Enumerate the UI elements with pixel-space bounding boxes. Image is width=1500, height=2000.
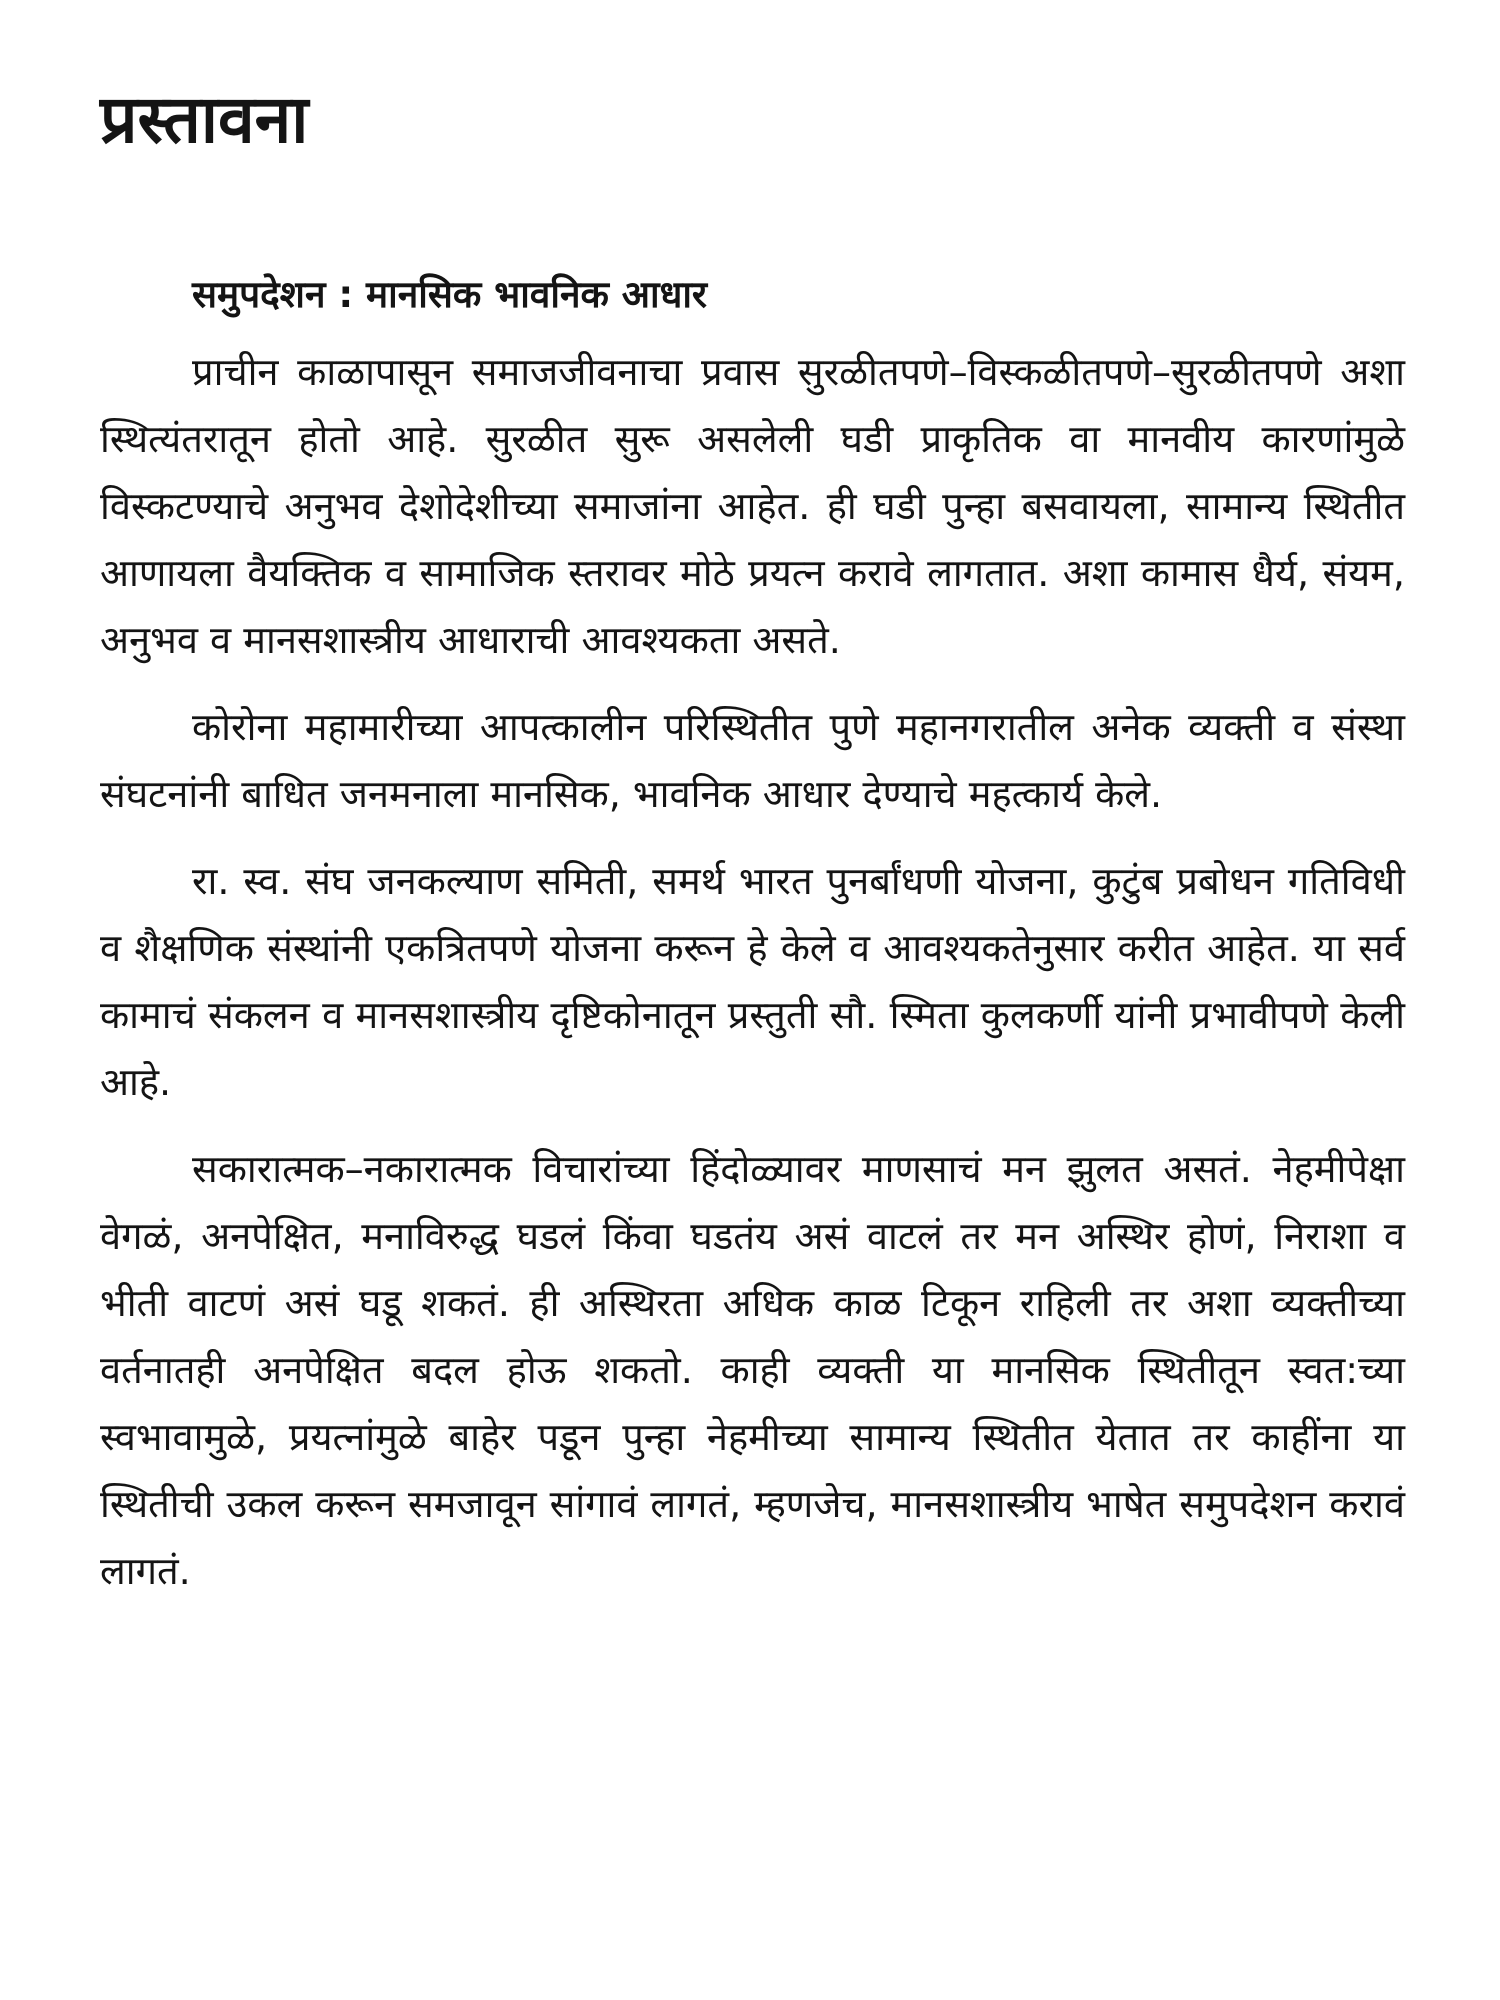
section-heading: समुपदेशन : मानसिक भावनिक आधार — [192, 273, 708, 317]
paragraph-4: सकारात्मक–नकारात्मक विचारांच्या हिंदोळ्यावर माणसाचं मन झुलत असतं. नेहमीपेक्षा वेगळं, अनपेक्षित, मनाविरुद्ध घडलं किंवा घडतंय असं वाटलं तर मन अस्थिर होणं, निराशा व भीती वाटणं असं घडू शकतं. ही अस्थिरता अधिक काळ टिकून राहिली तर अशा व्यक्तीच्या वर्तनातही अनपेक्षित बदल होऊ शकतो. काही व्यक्ती या मानसिक स्थितीतून स्वत:च्या स्वभावामुळे, प्रयत्नांमुळे बाहेर पडून पुन्हा नेहमीच्या सामान्य स्थितीत येतात तर काहींना या स्थितीची उकल करून समजावून सांगावं लागतं, म्हणजेच, मानसशास्त्रीय भाषेत समुपदेशन करावं लागतं. — [100, 1147, 1405, 1594]
paragraph-1: प्राचीन काळापासून समाजजीवनाचा प्रवास सुरळीतपणे–विस्कळीतपणे–सुरळीतपणे अशा स्थित्यंतरातून होतो आहे. सुरळीत सुरू असलेली घडी प्राकृतिक वा मानवीय कारणांमुळे विस्कटण्याचे अनुभव देशोदेशीच्या समाजांना आहेत. ही घडी पुन्हा बसवायला, सामान्य स्थितीत आणायला वैयक्तिक व सामाजिक स्तरावर मोठे प्रयत्न करावे लागतात. अशा कामास धैर्य, संयम, अनुभव व मानसशास्त्रीय आधाराची आवश्यकता असते. — [100, 350, 1405, 663]
page-title: प्रस्तावना — [100, 81, 309, 158]
paragraph-3: रा. स्व. संघ जनकल्याण समिती, समर्थ भारत पुनर्बांधणी योजना, कुटुंब प्रबोधन गतिविधी व शैक्षणिक संस्थांनी एकत्रितपणे योजना करून हे केले व आवश्यकतेनुसार करीत आहेत. या सर्व कामाचं संकलन व मानसशास्त्रीय दृष्टिकोनातून प्रस्तुती सौ. स्मिता कुलकर्णी यांनी प्रभावीपणे केली आहे. — [100, 859, 1405, 1105]
paragraph-2: कोरोना महामारीच्या आपत्कालीन परिस्थितीत पुणे महानगरातील अनेक व्यक्ती व संस्था संघटनांनी बाधित जनमनाला मानसिक, भावनिक आधार देण्याचे महत्कार्य केले. — [100, 705, 1405, 817]
